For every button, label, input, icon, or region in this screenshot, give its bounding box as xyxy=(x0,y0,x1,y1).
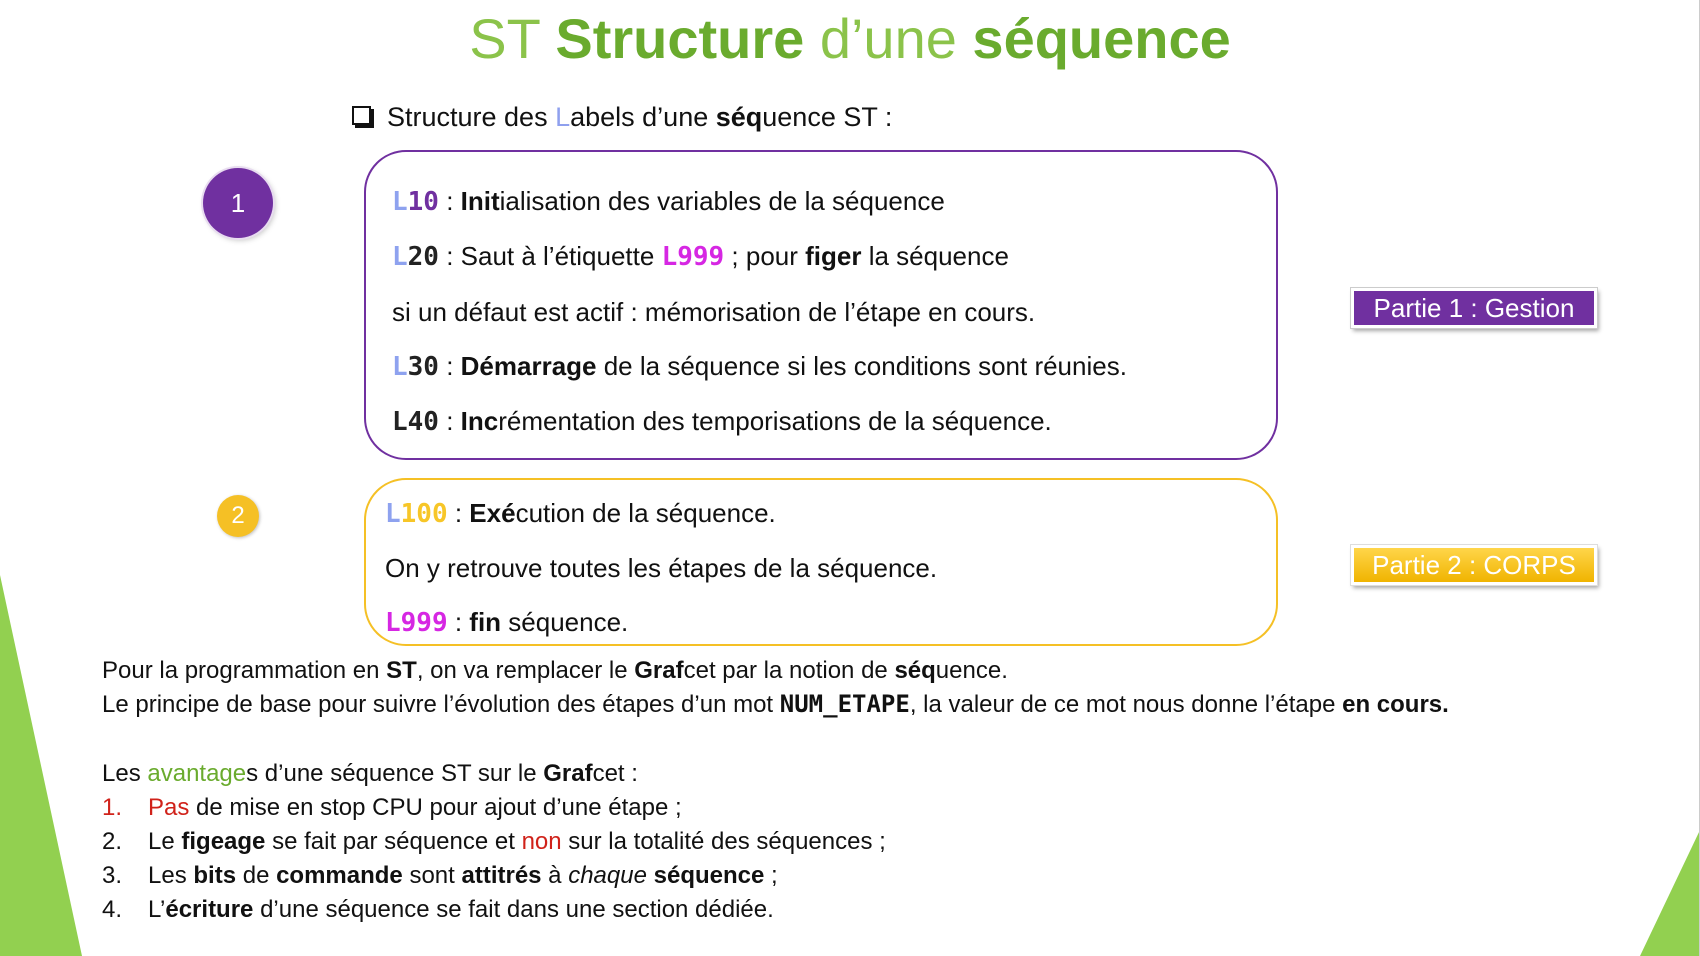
label-l20-continuation: si un défaut est actif : mémorisation de l’étape en cours. xyxy=(392,297,1036,327)
part1-tag: Partie 1 : Gestion xyxy=(1351,288,1597,328)
label-l10-line: L10 : Initialisation des variables de la séquence xyxy=(392,186,945,217)
label-l30-line: L30 : Démarrage de la séquence si les conditions sont réunies. xyxy=(392,351,1127,382)
label-l40-line: L40 : Incrémentation des temporisations de la séquence. xyxy=(392,406,1052,437)
intro-line-1: Pour la programmation en ST, on va remplacer le Grafcet par la notion de séquence. xyxy=(102,657,1008,684)
advantage-item-1: 1. Pas de mise en stop CPU pour ajout d’une étape ; xyxy=(102,794,682,821)
label-l100-line: L100 : Exécution de la séquence. xyxy=(385,498,776,529)
part2-description: On y retrouve toutes les étapes de la séquence. xyxy=(385,553,938,583)
right-green-triangle xyxy=(1640,830,1700,956)
label-l999-line: L999 : fin séquence. xyxy=(385,607,629,638)
label-l20-line: L20 : Saut à l’étiquette L999 ; pour figer la séquence xyxy=(392,241,1009,272)
advantage-item-2: 2. Le figeage se fait par séquence et non sur la totalité des séquences ; xyxy=(102,828,886,855)
intro-line-2: Le principe de base pour suivre l’évolution des étapes d’un mot NUM_ETAPE, la valeur de ce mot nous donne l’étape en cours. xyxy=(102,690,1449,718)
part2-number-badge: 2 xyxy=(217,495,259,537)
advantage-item-3: 3. Les bits de commande sont attitrés à chaque séquence ; xyxy=(102,862,778,889)
left-green-triangle xyxy=(0,575,82,956)
advantage-item-4: 4. L’écriture d’une séquence se fait dans une section dédiée. xyxy=(102,896,774,923)
part2-tag: Partie 2 : CORPS xyxy=(1351,545,1597,585)
slide-title: ST Structure d’une séquence xyxy=(469,7,1231,70)
part1-number-badge: 1 xyxy=(203,168,273,238)
section-subtitle: Structure des Labels d’une séquence ST : xyxy=(352,102,892,133)
checkbox-bullet-icon xyxy=(352,106,371,125)
advantages-heading: Les avantages d’une séquence ST sur le Grafcet : xyxy=(102,760,638,787)
